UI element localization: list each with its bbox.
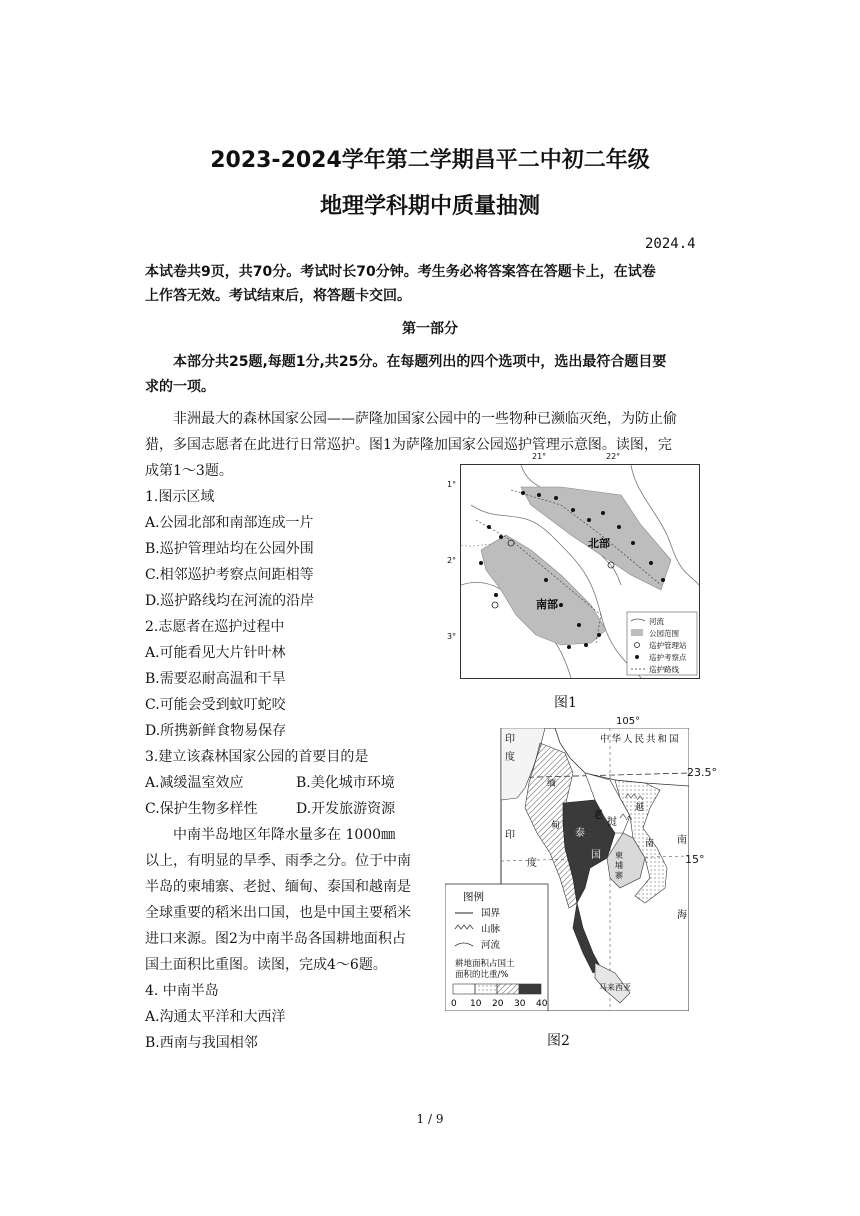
passage2-line-5: 进口来源。图2为中南半岛各国耕地面积占 [145, 931, 406, 947]
fig2-lat-15-label: 15° [685, 853, 705, 866]
exam-title: 2023-2024学年第二学期昌平二中初二年级 [210, 148, 650, 173]
instructions-line-2: 上作答无效。考试结束后，将答题卡交回。 [145, 288, 411, 304]
legend-point-label: 巡护考察点 [649, 653, 687, 662]
q2-option-a: A.可能看见大片针叶林 [145, 645, 286, 661]
fig1-lon-21: 21° [532, 452, 547, 461]
q1-option-b: B.巡护管理站均在公园外围 [145, 541, 314, 557]
q3-option-b: B.美化城市环境 [296, 775, 395, 791]
q3-option-d: D.开发旅游资源 [296, 801, 396, 817]
passage1-line-1: 非洲最大的森林国家公园——萨隆加国家公园中的一些物种已濒临灭绝，为防止偷 [173, 411, 677, 427]
q3-option-c: C.保护生物多样性 [145, 801, 258, 817]
label-burma-1: 缅 [547, 779, 557, 789]
label-thailand-2: 国 [591, 850, 601, 861]
q2-stem: 2.志愿者在巡护过程中 [145, 619, 285, 635]
page-number: 1 / 9 [416, 1112, 444, 1126]
fig2-legend-ratio-title-2: 面积的比重/% [455, 970, 509, 980]
label-sea-2: 海 [677, 910, 687, 921]
q2-option-c: C.可能会受到蚊叮蛇咬 [145, 697, 286, 713]
q1-option-d: D.巡护路线均在河流的沿岸 [145, 593, 315, 609]
instructions-line-1: 本试卷共9页，共70分。考试时长70分钟。考生务必将答案答在答题卡上，在试卷 [145, 264, 656, 280]
figure-2-caption: 图2 [547, 1033, 570, 1049]
q1-option-a: A.公园北部和南部连成一片 [145, 515, 314, 531]
fig2-legend-title: 图例 [463, 891, 484, 903]
q3-stem: 3.建立该森林国家公园的首要目的是 [145, 749, 369, 765]
fig1-lat-3: 3° [447, 632, 457, 641]
label-malaysia: 马来西亚 [599, 983, 631, 992]
label-cambodia-1: 柬 [615, 851, 623, 860]
passage2-line-3: 半岛的柬埔寨、老挝、缅甸、泰国和越南是 [145, 879, 411, 895]
park-south-area [481, 535, 606, 645]
q2-option-b: B.需要忍耐高温和干旱 [145, 671, 286, 687]
legend-park-label: 公园范围 [649, 629, 679, 638]
passage2-line-2: 以上，有明显的旱季、雨季之分。位于中南 [145, 853, 411, 869]
legend-station-label: 巡护管理站 [649, 641, 687, 650]
fig2-legend-ratio-title-1: 耕地面积占国土 [455, 959, 515, 969]
fig1-lon-22: 22° [606, 452, 621, 461]
q2-option-d: D.所携新鲜食物易保存 [145, 723, 287, 739]
label-vietnam-2: 南 [645, 839, 655, 849]
label-thailand-1: 泰 [575, 828, 585, 839]
figure-1-caption: 图1 [554, 695, 577, 711]
label-laos-2: 挝 [607, 817, 617, 828]
fig2-legend-tick-10: 10 [470, 999, 482, 1009]
part1-heading: 第一部分 [402, 321, 458, 337]
park-north-label: 北部 [588, 537, 610, 550]
label-burma-2: 甸 [551, 821, 561, 831]
label-sea-1: 南 [677, 835, 687, 846]
label-india-2: 度 [505, 752, 515, 763]
part1-desc-line-1: 本部分共25题,每题1分,共25分。在每题列出的四个选项中，选出最符合题目要 [173, 354, 667, 370]
fig2-lon-label: 105° [616, 716, 641, 727]
q4-option-b: B.西南与我国相邻 [145, 1035, 258, 1051]
q3-option-a: A.减缓温室效应 [145, 775, 244, 791]
label-ocean-1: 印 [505, 830, 515, 841]
fig2-lat-23-label: 23.5° [687, 766, 717, 779]
passage2-line-6: 国土面积比重图。读图，完成4～6题。 [145, 957, 387, 973]
exam-subtitle: 地理学科期中质量抽测 [319, 194, 540, 219]
fig1-lat-1: 1° [447, 480, 457, 489]
label-india-1: 印 [505, 734, 515, 745]
label-vietnam-1: 越 [635, 803, 645, 813]
fig2-legend-tick-20: 20 [492, 999, 504, 1009]
label-cambodia-2: 埔 [615, 861, 623, 870]
fig2-legend-tick-30: 30 [514, 999, 526, 1009]
fig2-legend-tick-0: 0 [451, 999, 457, 1009]
park-south-label: 南部 [536, 598, 558, 611]
figure-1-map [460, 464, 700, 679]
passage1-line-2: 猎，多国志愿者在此进行日常巡护。图1为萨隆加国家公园巡护管理示意图。读图，完 [145, 437, 672, 453]
q4-option-a: A.沟通太平洋和大西洋 [145, 1009, 286, 1025]
label-laos-1: 老 [593, 810, 603, 821]
legend-river-label: 河流 [649, 617, 664, 626]
part1-desc-line-2: 求的一项。 [145, 379, 215, 395]
fig2-legend-tick-40: 40 [536, 999, 548, 1009]
figure-2-map [445, 728, 689, 1011]
label-ocean-2: 度 [527, 858, 537, 869]
figure-2-svg [445, 728, 689, 1011]
figure-1-svg [461, 465, 699, 678]
legend-route-label: 巡护路线 [649, 665, 679, 674]
q4-stem: 4. 中南半岛 [145, 983, 219, 999]
fig2-legend-mountain: 山脉 [481, 924, 501, 935]
q1-option-c: C.相邻巡护考察点间距相等 [145, 567, 314, 583]
passage1-line-3: 成第1～3题。 [145, 463, 233, 479]
exam-date: 2024.4 [645, 236, 696, 252]
passage2-line-4: 全球重要的稻米出口国，也是中国主要稻米 [145, 905, 411, 921]
label-cambodia-3: 寨 [615, 871, 623, 880]
fig2-legend-border: 国界 [481, 908, 501, 919]
fig1-lat-2: 2° [447, 556, 457, 565]
passage2-line-1: 中南半岛地区年降水量多在 1000㎜ [173, 827, 396, 843]
label-china: 中华人民共和国 [600, 734, 681, 745]
fig2-legend-river: 河流 [481, 940, 501, 951]
q1-stem: 1.图示区域 [145, 489, 215, 505]
